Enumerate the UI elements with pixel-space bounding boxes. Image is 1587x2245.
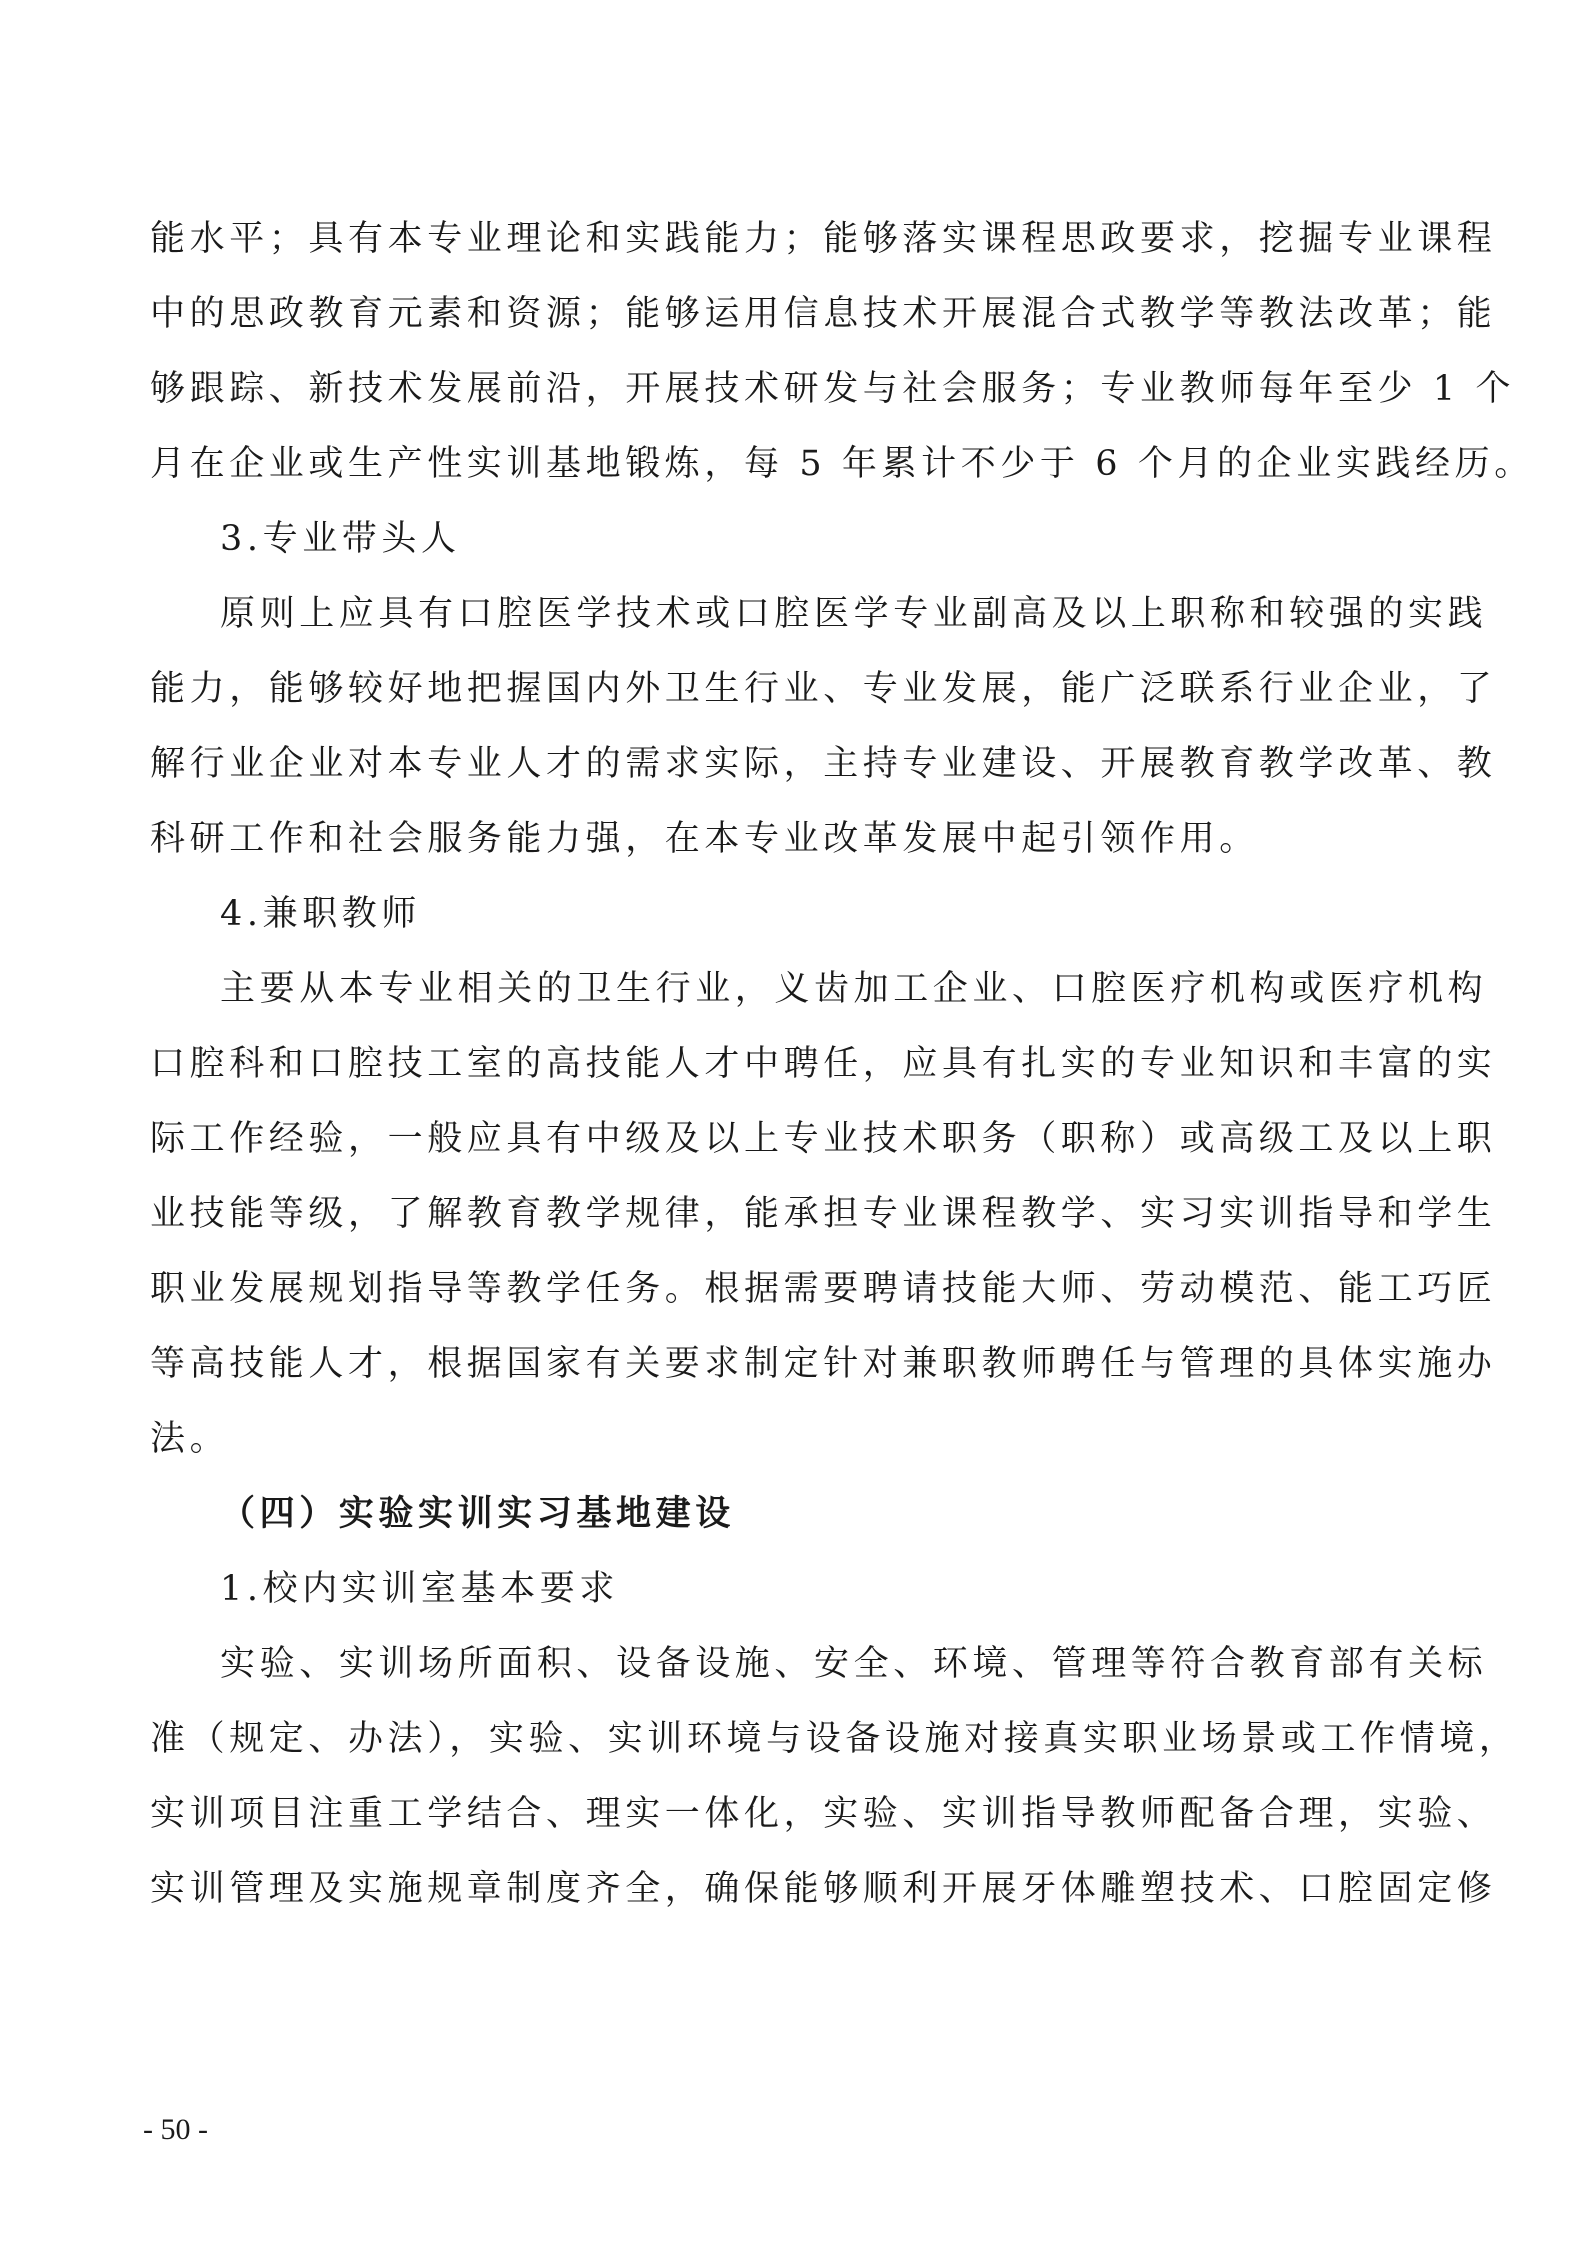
section-heading: 3.专业带头人 [220,519,461,559]
paragraph-line: 实验、实训场所面积、设备设施、安全、环境、管理等符合教育部有关标 [220,1644,1488,1684]
section-heading: 4.兼职教师 [220,894,421,934]
paragraph-line: 中的思政教育元素和资源；能够运用信息技术开展混合式教学等教法改革；能 [150,294,1497,334]
paragraph-line: 法。 [150,1419,230,1459]
paragraph-line: 能水平；具有本专业理论和实践能力；能够落实课程思政要求，挖掘专业课程 [150,219,1497,259]
paragraph-line: 原则上应具有口腔医学技术或口腔医学专业副高及以上职称和较强的实践 [220,594,1488,634]
paragraph-line: 准（规定、办法），实验、实训环境与设备设施对接真实职业场景或工作情境， [150,1719,1519,1759]
paragraph-line: 解行业企业对本专业人才的需求实际，主持专业建设、开展教育教学改革、教 [150,744,1497,784]
paragraph-line: 业技能等级，了解教育教学规律，能承担专业课程教学、实习实训指导和学生 [150,1194,1497,1234]
paragraph-line: 实训项目注重工学结合、理实一体化，实验、实训指导教师配备合理，实验、 [150,1794,1497,1834]
paragraph-line: 主要从本专业相关的卫生行业，义齿加工企业、口腔医疗机构或医疗机构 [220,969,1488,1009]
section-heading-bold: （四）实验实训实习基地建设 [220,1493,735,1534]
paragraph-line: 实训管理及实施规章制度齐全，确保能够顺利开展牙体雕塑技术、口腔固定修 [150,1869,1497,1909]
paragraph-line: 能力，能够较好地把握国内外卫生行业、专业发展，能广泛联系行业企业，了 [150,669,1497,709]
paragraph-line: 口腔科和口腔技工室的高技能人才中聘任，应具有扎实的专业知识和丰富的实 [150,1044,1497,1084]
paragraph-line: 等高技能人才，根据国家有关要求制定针对兼职教师聘任与管理的具体实施办 [150,1344,1497,1384]
paragraph-line: 够跟踪、新技术发展前沿，开展技术研发与社会服务；专业教师每年至少 1 个 [150,369,1516,409]
subsection-heading: 1.校内实训室基本要求 [220,1569,619,1609]
paragraph-line: 月在企业或生产性实训基地锻炼，每 5 年累计不少于 6 个月的企业实践经历。 [150,444,1534,484]
paragraph-line: 际工作经验，一般应具有中级及以上专业技术职务（职称）或高级工及以上职 [150,1119,1497,1159]
page-number: - 50 - [143,2113,208,2146]
paragraph-line: 科研工作和社会服务能力强，在本专业改革发展中起引领作用。 [150,819,1259,859]
paragraph-line: 职业发展规划指导等教学任务。根据需要聘请技能大师、劳动模范、能工巧匠 [150,1269,1497,1309]
